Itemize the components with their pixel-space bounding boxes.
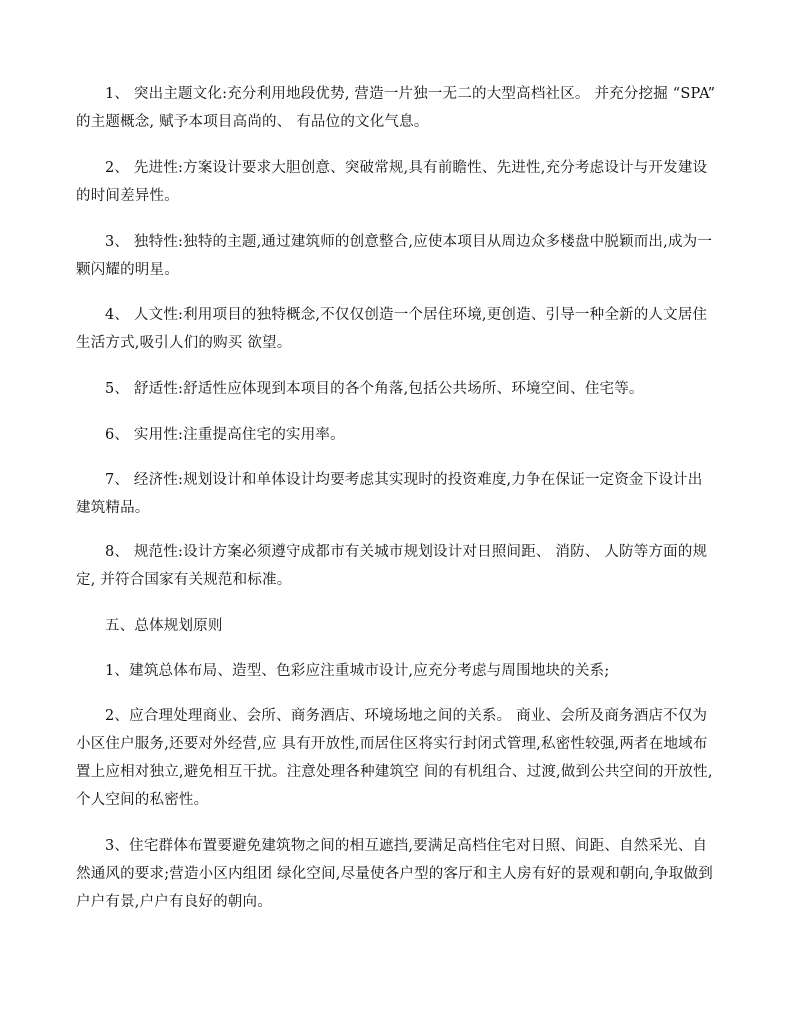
paragraph-standards: 8、 规范性:设计方案必须遵守成都市有关城市规划设计对日照间距、 消防、 人防等方面的规定, 并符合国家有关规范和标准。 [76,544,708,588]
paragraph-humanistic: 4、 人文性:利用项目的独特概念,不仅仅创造一个居住环境,更创造、引导一种全新的人文居住生活方式,吸引人们的购买 欲望。 [76,307,708,351]
paragraph-theme-culture: 1、 突出主题文化:充分利用地段优势, 营造一片独一无二的大型高档社区。 并充分挖掘 “SPA” 的主题概念, 赋予本项目高尚的、 有品位的文化气息。 [76,86,716,130]
paragraph-practicality: 6、 实用性:注重提高住宅的实用率。 [105,427,345,443]
paragraph-comfort: 5、 舒适性:舒适性应体现到本项目的各个角落,包括公共场所、环境空间、住宅等。 [105,381,644,397]
paragraph-residential-arrangement: 3、住宅群体布置要避免建筑物之间的相互遮挡,要满足高档住宅对日照、间距、自然采光、自然通风的要求;营造小区内组团 绿化空间,尽量使各户型的客厅和主人房有好的景观和朝向,争取做到户户有景,户户有良好的朝向。 [76,838,713,910]
paragraph-layout: 1、建筑总体布局、造型、色彩应注重城市设计,应充分考虑与周围地块的关系; [105,663,610,679]
paragraph-advanced: 2、 先进性:方案设计要求大胆创意、突破常规,具有前瞻性、先进性,充分考虑设计与开发建设的时间差异性。 [76,160,708,204]
paragraph-uniqueness: 3、 独特性:独特的主题,通过建筑师的创意整合,应使本项目从周边众多楼盘中脱颖而出,成为一颗闪耀的明星。 [76,234,713,278]
section-heading-planning-principles: 五、总体规划原则 [105,618,223,634]
paragraph-economy: 7、 经济性:规划设计和单体设计均要考虑其实现时的投资难度,力争在保证一定资金下设计出建筑精品。 [76,472,703,516]
paragraph-commercial-relations: 2、应合理处理商业、会所、商务酒店、环境场地之间的关系。 商业、会所及商务酒店不仅为小区住户服务,还要对外经营,应 具有开放性,而居住区将实行封闭式管理,私密性较强,两者在地域布置上应相对独立,避免相互干扰。注意处理各种建筑空 间的有机组合、过渡,做到公共空间的开放性,个人空间的私密性。 [76,708,713,808]
